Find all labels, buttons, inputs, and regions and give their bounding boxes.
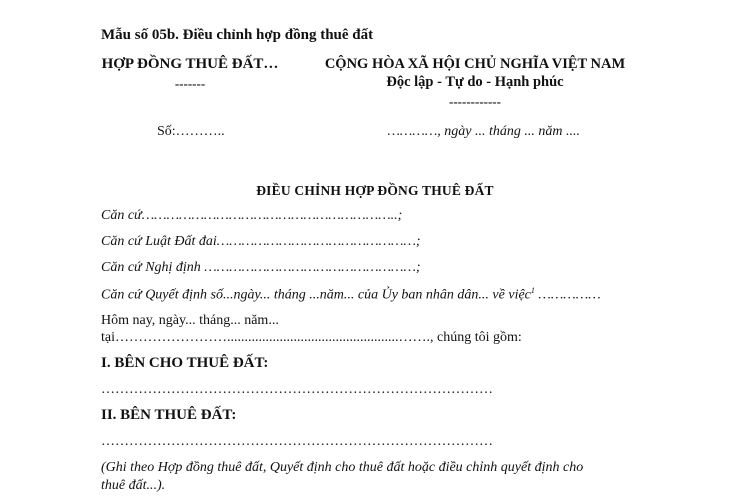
legal-basis-decision-text: Căn cứ Quyết định số...ngày... tháng ...năm... của Ủy ban nhân dân... về việc: [101, 287, 531, 303]
legal-basis-decision-fill: ……………: [534, 287, 601, 303]
form-title: Mẫu số 05b. Điều chỉnh hợp đồng thuê đất: [101, 27, 374, 43]
legal-basis-decree: Căn cứ Nghị định ……………………………………………;: [101, 260, 421, 275]
meeting-place-line: tại…………………….................................................……., chúng tôi gồm:: [101, 330, 522, 345]
contract-header-title: HỢP ĐỒNG THUÊ ĐẤT…: [101, 56, 279, 72]
legal-basis-decision: [101, 286, 601, 304]
national-title: CỘNG HÒA XÃ HỘI CHỦ NGHĨA VIỆT NAM: [324, 56, 626, 72]
instruction-note-line-2: thuê đất...).: [101, 478, 166, 493]
document-title: ĐIỀU CHỈNH HỢP ĐỒNG THUÊ ĐẤT: [256, 183, 494, 198]
legal-basis-1: Căn cứ……………………………………………………..;: [101, 208, 403, 223]
meeting-date-line: Hôm nay, ngày... tháng... năm...: [101, 313, 279, 328]
legal-basis-land-law: Căn cứ Luật Đất đai…………………………………………;: [101, 234, 421, 249]
document-number: Số:………..: [157, 124, 225, 139]
national-motto: Độc lập - Tự do - Hạnh phúc: [386, 74, 564, 90]
lessor-fill-line: …………………………………………………………………………: [101, 382, 493, 397]
lessee-heading: II. BÊN THUÊ ĐẤT:: [101, 407, 237, 423]
document-date: …………, ngày ... tháng ... năm ....: [387, 124, 580, 139]
national-separator: ------------: [449, 94, 501, 109]
lessee-fill-line: …………………………………………………………………………: [101, 434, 493, 449]
lessor-heading: I. BÊN CHO THUÊ ĐẤT:: [101, 355, 269, 371]
instruction-note-line-1: (Ghi theo Hợp đồng thuê đất, Quyết định cho thuê đất hoặc điều chỉnh quyết định cho: [101, 460, 584, 475]
contract-header-separator: -------: [174, 76, 206, 91]
footnote-marker: 1: [530, 286, 535, 295]
